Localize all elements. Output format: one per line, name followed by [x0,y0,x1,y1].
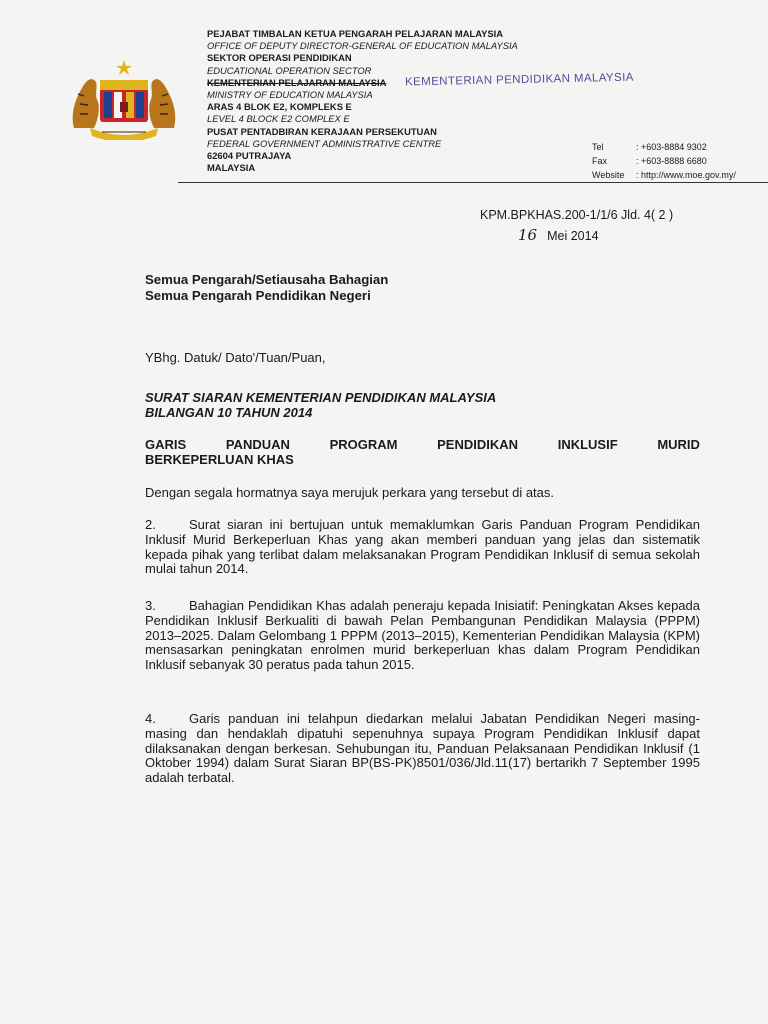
letterhead-line: FEDERAL GOVERNMENT ADMINISTRATIVE CENTRE [207,137,442,149]
contact-details [592,140,736,182]
letterhead-line: OFFICE OF DEPUTY DIRECTOR-GENERAL OF EDUCATION MALAYSIA [207,40,518,52]
paragraph-intro [145,486,700,501]
date-month-year: Mei 2014 [547,229,599,243]
recipient-line: Semua Pengarah/Setiausaha Bahagian [145,272,389,287]
recipient-line: Semua Pengarah Pendidikan Negeri [145,288,371,303]
contact-label: Fax [592,156,608,166]
paragraph-4 [145,712,700,786]
letter-title [145,437,700,467]
subject-line: BILANGAN 10 TAHUN 2014 [145,405,313,420]
paragraph-2 [145,518,700,577]
letter-date [518,226,599,244]
letterhead-divider [178,182,768,183]
paragraph-number: 3. [145,598,156,613]
contact-row-tel [592,140,736,154]
title-word: INKLUSIF [557,437,618,452]
letterhead-line: PUSAT PENTADBIRAN KERAJAAN PERSEKUTUAN [207,125,437,137]
paragraph-number: 2. [145,517,156,532]
title-word: GARIS [145,437,187,452]
contact-row-fax [592,154,736,168]
letterhead-address [207,28,518,174]
title-word: PANDUAN [225,437,290,452]
subject-line: SURAT SIARAN KEMENTERIAN PENDIDIKAN MALAYSIA [145,390,497,405]
recipients [145,272,388,304]
contact-label: Website [592,170,625,180]
paragraph-text: Bahagian Pendidikan Khas adalah peneraju kepada Inisiatif: Peningkatan Akses kepada Pendidikan Inklusif Berkualiti di bawah Pelan Pembangunan Pendidikan Malaysia (PPPM) 2013–2025. Dalam Gelombang 1 PPPM (2013–2015), Kementerian Pendidikan Malaysia (KPM) mensasarkan peningkatan enrolmen murid berkeperluan khas dalam Program Pendidikan Inklusif sebanyak 30 peratus pada tahun 2015. [145,598,700,673]
title-line: BERKEPERLUAN KHAS [145,452,294,467]
letterhead-line: EDUCATIONAL OPERATION SECTOR [207,64,372,76]
ministry-name-stamp: KEMENTERIAN PENDIDIKAN MALAYSIA [404,71,634,89]
letterhead-line: PEJABAT TIMBALAN KETUA PENGARAH PELAJARAN MALAYSIA [207,28,504,39]
paragraph-text: Dengan segala hormatnya saya merujuk perkara yang tersebut di atas. [145,485,555,500]
paragraph-3 [145,599,700,673]
title-word: PROGRAM [329,437,398,452]
handwritten-day: 16 [518,226,538,244]
paragraph-text: Garis panduan ini telahpun diedarkan melalui Jabatan Pendidikan Negeri masing-masing dan hendaklah dipatuhi sepenuhnya supaya Program Pendidikan Inklusif dapat dilaksanakan dengan berkesan. Sehubungan itu, Panduan Pelaksanaan Pendidikan Inklusif (1 Oktober 1994) dalam Surat Siaran BP(BS-PK)8501/036/Jld.11(17) bertarikh 7 September 1995 adalah terbatal. [145,711,700,786]
contact-value: : http://www.moe.gov.my/ [636,170,736,180]
letterhead-line-struck: KEMENTERIAN PELAJARAN MALAYSIA [207,76,387,88]
reference-number: KPM.BPKHAS.200-1/1/6 Jld. 4( 2 ) [480,208,674,222]
letterhead-line: SEKTOR OPERASI PENDIDIKAN [207,52,352,64]
paragraph-number: 4. [145,711,156,726]
contact-row-website [592,168,736,182]
circular-subject [145,390,496,420]
letterhead-line: LEVEL 4 BLOCK E2 COMPLEX E [207,113,350,125]
paragraph-text: Surat siaran ini bertujuan untuk memaklumkan Garis Panduan Program Pendidikan Inklusif Murid Berkeperluan Khas yang akan memberi panduan yang jelas dan sistematik kepada pihak yang terlibat dalam melaksanakan Program Pendidikan Inklusif di semua sekolah mulai tahun 2014. [145,517,700,577]
letterhead-line: MALAYSIA [207,162,256,174]
letterhead-line: 62604 PUTRAJAYA [207,150,292,162]
title-word: PENDIDIKAN [437,437,519,452]
contact-value: : +603-8884 9302 [636,142,707,152]
malaysia-coat-of-arms-icon [68,58,180,140]
title-line [145,437,700,452]
contact-value: : +603-8888 6680 [636,156,707,166]
letterhead-line: ARAS 4 BLOK E2, KOMPLEKS E [207,101,352,113]
salutation: YBhg. Datuk/ Dato'/Tuan/Puan, [145,350,326,365]
contact-label: Tel [592,142,604,152]
letterhead-line: MINISTRY OF EDUCATION MALAYSIA [207,89,373,101]
title-word: MURID [657,437,700,452]
